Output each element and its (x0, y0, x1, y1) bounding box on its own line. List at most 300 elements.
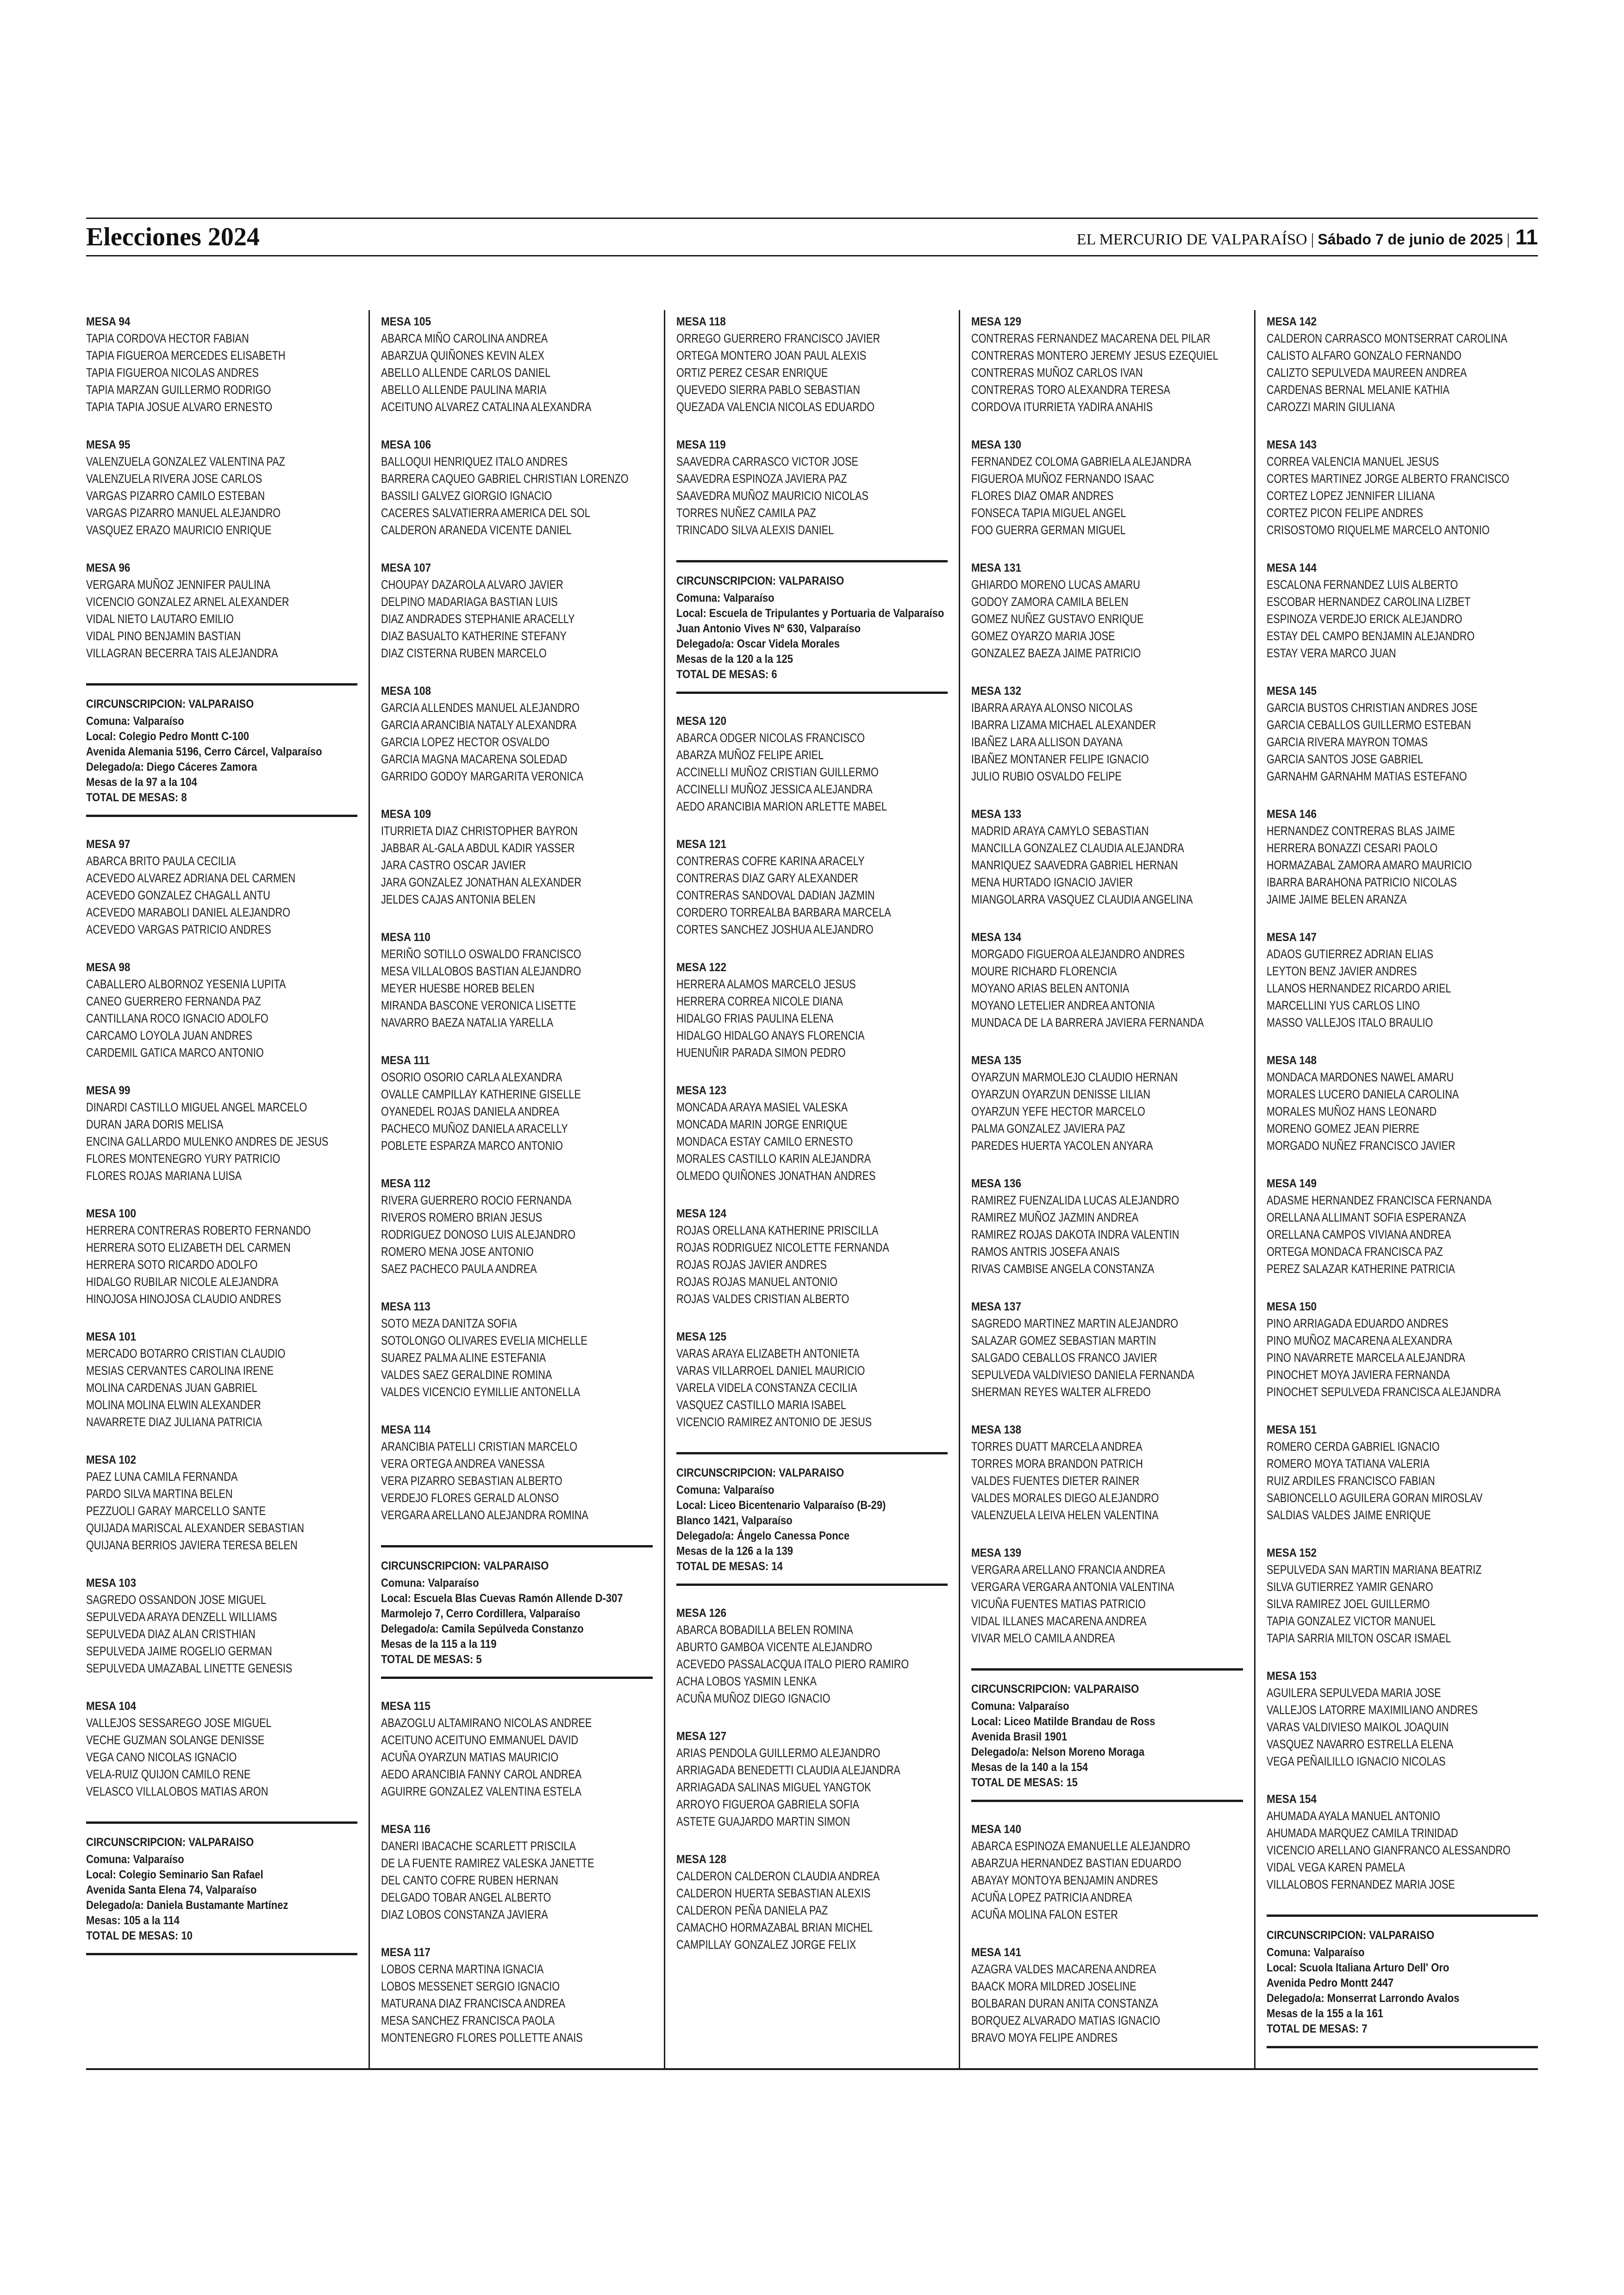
vocal-name: VIDAL NIETO LAUTARO EMILIO (86, 612, 234, 626)
vocal-name: ITURRIETA DIAZ CHRISTOPHER BAYRON (381, 824, 578, 838)
circunscripcion-detail: TOTAL DE MESAS: 15 (971, 1776, 1078, 1789)
vocal-name: CONTRERAS MONTERO JEREMY JESUS EZEQUIEL (971, 349, 1218, 362)
vocal-name: GARRIDO GODOY MARGARITA VERONICA (381, 769, 584, 783)
vocal-name: CANEO GUERRERO FERNANDA PAZ (86, 994, 261, 1008)
vocal-name: SEPULVEDA DIAZ ALAN CRISTHIAN (86, 1627, 256, 1641)
vocal-name: MESA SANCHEZ FRANCISCA PAOLA (381, 2014, 555, 2027)
vocal-name: JULIO RUBIO OSVALDO FELIPE (971, 769, 1122, 783)
vocal-name: CALDERON CALDERON CLAUDIA ANDREA (676, 1869, 880, 1883)
mesa-title: MESA 140 (971, 1823, 1022, 1836)
circunscripcion-detail: TOTAL DE MESAS: 6 (676, 668, 777, 681)
vocal-name: DIAZ CISTERNA RUBEN MARCELO (381, 646, 547, 660)
mesa-block (971, 1176, 1243, 1278)
vocal-name: VARAS VILLARROEL DANIEL MAURICIO (676, 1364, 865, 1378)
mesa-block (971, 1422, 1243, 1524)
vocal-name: PINO NAVARRETE MARCELA ALEJANDRA (1266, 1351, 1465, 1365)
vocal-name: ESCALONA FERNANDEZ LUIS ALBERTO (1266, 578, 1458, 592)
vocal-name: GARCIA SANTOS JOSE GABRIEL (1266, 752, 1423, 766)
circunscripcion-detail: Delegado/a: Oscar Videla Morales (676, 637, 840, 650)
mesa-block (86, 1083, 357, 1185)
publication-name: EL MERCURIO DE VALPARAÍSO (1076, 231, 1307, 248)
mesa-title: MESA 125 (676, 1330, 726, 1343)
vocal-name: CABALLERO ALBORNOZ YESENIA LUPITA (86, 977, 286, 991)
circunscripcion-detail: Blanco 1421, Valparaíso (676, 1514, 793, 1527)
vocal-name: GOMEZ NUÑEZ GUSTAVO ENRIQUE (971, 612, 1144, 626)
mesa-block (1267, 1791, 1538, 1893)
vocal-name: MESIAS CERVANTES CAROLINA IRENE (86, 1364, 274, 1378)
vocal-name: BORQUEZ ALVARADO MATIAS IGNACIO (971, 2014, 1161, 2027)
vocal-name: CRISOSTOMO RIQUELME MARCELO ANTONIO (1266, 523, 1490, 537)
vocal-name: ESPINOZA VERDEJO ERICK ALEJANDRO (1266, 612, 1462, 626)
mesa-title: MESA 147 (1266, 931, 1317, 944)
vocal-name: VERDEJO FLORES GERALD ALONSO (381, 1491, 559, 1505)
vocal-name: ACCINELLI MUÑOZ CRISTIAN GUILLERMO (676, 765, 879, 779)
circunscripcion-detail: Delegado/a: Monserrat Larrondo Avalos (1266, 1992, 1460, 2005)
vocal-name: CONTRERAS COFRE KARINA ARACELY (676, 854, 865, 868)
vocal-name: QUIJANA BERRIOS JAVIERA TERESA BELEN (86, 1538, 298, 1552)
vocal-name: GONZALEZ BAEZA JAIME PATRICIO (971, 646, 1141, 660)
vocal-name: OSORIO OSORIO CARLA ALEXANDRA (381, 1070, 562, 1084)
vocal-name: FLORES MONTENEGRO YURY PATRICIO (86, 1152, 281, 1166)
vocal-name: MEYER HUESBE HOREB BELEN (381, 981, 535, 995)
circunscripcion-block (971, 1668, 1243, 1802)
vocal-name: IBAÑEZ LARA ALLISON DAYANA (971, 735, 1123, 749)
vocal-name: CALIZTO SEPULVEDA MAUREEN ANDREA (1266, 366, 1467, 380)
listing-column (86, 310, 369, 2068)
vocal-name: IBARRA LIZAMA MICHAEL ALEXANDER (971, 718, 1156, 732)
vocal-name: TORRES NUÑEZ CAMILA PAZ (676, 506, 816, 520)
vocal-name: SEPULVEDA JAIME ROGELIO GERMAN (86, 1644, 272, 1658)
circunscripcion-block (1267, 1915, 1538, 2048)
vocal-name: DELPINO MADARIAGA BASTIAN LUIS (381, 595, 558, 609)
vocal-name: DE LA FUENTE RAMIREZ VALESKA JANETTE (381, 1856, 594, 1870)
circunscripcion-detail: TOTAL DE MESAS: 5 (381, 1653, 482, 1666)
vocal-name: CALDERON CARRASCO MONTSERRAT CAROLINA (1266, 331, 1507, 345)
vocal-name: HERRERA CONTRERAS ROBERTO FERNANDO (86, 1223, 311, 1237)
mesa-title: MESA 137 (971, 1300, 1022, 1313)
vocal-name: ORELLANA ALLIMANT SOFIA ESPERANZA (1266, 1210, 1466, 1224)
vocal-name: MARCELLINI YUS CARLOS LINO (1266, 998, 1420, 1012)
vocal-name: VALDES VICENCIO EYMILLIE ANTONELLA (381, 1385, 581, 1399)
vocal-name: RAMIREZ ROJAS DAKOTA INDRA VALENTIN (971, 1228, 1180, 1241)
circunscripcion-detail: Comuna: Valparaíso (971, 1700, 1069, 1713)
vocal-name: RIVERA GUERRERO ROCIO FERNANDA (381, 1193, 572, 1207)
vocal-name: VARELA VIDELA CONSTANZA CECILIA (676, 1381, 857, 1395)
mesa-title: MESA 122 (676, 961, 726, 974)
vocal-name: MIRANDA BASCONE VERONICA LISETTE (381, 998, 576, 1012)
circunscripcion-detail: Comuna: Valparaíso (86, 1853, 184, 1866)
circunscripcion-detail: Local: Scuola Italiana Arturo Dell' Oro (1266, 1961, 1449, 1974)
vocal-name: HERRERA SOTO ELIZABETH DEL CARMEN (86, 1241, 291, 1254)
mesa-title: MESA 97 (86, 838, 131, 851)
vocal-name: MOURE RICHARD FLORENCIA (971, 964, 1117, 978)
listing-column (369, 310, 663, 2068)
vocal-name: SAAVEDRA CARRASCO VICTOR JOSE (676, 455, 858, 468)
circunscripcion-detail: Mesas de la 120 a la 125 (676, 653, 793, 666)
vocal-name: CAMPILLAY GONZALEZ JORGE FELIX (676, 1938, 856, 1952)
vocal-name: OYARZUN MARMOLEJO CLAUDIO HERNAN (971, 1070, 1178, 1084)
vocal-name: VALENZUELA GONZALEZ VALENTINA PAZ (86, 455, 285, 468)
vocal-name: ARANCIBIA PATELLI CRISTIAN MARCELO (381, 1440, 578, 1453)
vocal-name: HERRERA SOTO RICARDO ADOLFO (86, 1258, 258, 1272)
mesa-title: MESA 117 (381, 1946, 431, 1959)
vocal-name: VELASCO VILLALOBOS MATIAS ARON (86, 1784, 269, 1798)
mesa-title: MESA 134 (971, 931, 1022, 944)
mesa-block (1267, 314, 1538, 416)
circunscripcion-detail: Mesas de la 115 a la 119 (381, 1638, 497, 1651)
mesa-title: MESA 126 (676, 1607, 726, 1620)
vocal-name: MANCILLA GONZALEZ CLAUDIA ALEJANDRA (971, 841, 1184, 855)
vocal-name: ROJAS RODRIGUEZ NICOLETTE FERNANDA (676, 1241, 889, 1254)
vocal-name: ROJAS ROJAS JAVIER ANDRES (676, 1258, 827, 1272)
mesa-title: MESA 130 (971, 438, 1022, 451)
vocal-name: ACEITUNO ALVAREZ CATALINA ALEXANDRA (381, 400, 592, 414)
mesa-block (676, 1728, 948, 1830)
listing-column (664, 310, 959, 2068)
vocal-name: ACEITUNO ACEITUNO EMMANUEL DAVID (381, 1733, 579, 1747)
vocal-name: ACUÑA MUÑOZ DIEGO IGNACIO (676, 1691, 831, 1705)
vocal-name: ACUÑA LOPEZ PATRICIA ANDREA (971, 1890, 1132, 1904)
vocal-name: RIVAS CAMBISE ANGELA CONSTANZA (971, 1262, 1155, 1276)
vocal-name: VASQUEZ NAVARRO ESTRELLA ELENA (1266, 1737, 1453, 1751)
mesa-block (86, 1575, 357, 1677)
vocal-name: ROMERO CERDA GABRIEL IGNACIO (1266, 1440, 1440, 1453)
vocal-name: VELA-RUIZ QUIJON CAMILO RENE (86, 1767, 251, 1781)
vocal-name: CORTEZ PICON FELIPE ANDRES (1266, 506, 1423, 520)
circunscripcion-detail: Mesas de la 140 a la 154 (971, 1761, 1088, 1774)
mesa-block (1267, 1299, 1538, 1401)
mesa-title: MESA 121 (676, 838, 726, 851)
vocal-name: TORRES DUATT MARCELA ANDREA (971, 1440, 1143, 1453)
circunscripcion-detail: Juan Antonio Vives Nº 630, Valparaíso (676, 622, 861, 635)
circunscripcion-detail: Marmolejo 7, Cerro Cordillera, Valparaíso (381, 1607, 581, 1620)
vocal-name: GARCIA ARANCIBIA NATALY ALEXANDRA (381, 718, 577, 732)
mesa-block (381, 1698, 652, 1800)
vocal-name: ACEVEDO MARABOLI DANIEL ALEJANDRO (86, 905, 290, 919)
mesa-block (381, 1821, 652, 1923)
vocal-name: RAMOS ANTRIS JOSEFA ANAIS (971, 1245, 1120, 1259)
vocal-name: DANERI IBACACHE SCARLETT PRISCILA (381, 1839, 576, 1853)
vocal-name: VIDAL PINO BENJAMIN BASTIAN (86, 629, 241, 643)
vocal-name: VIVAR MELO CAMILA ANDREA (971, 1631, 1115, 1645)
vocal-name: VICENCIO GONZALEZ ARNEL ALEXANDER (86, 595, 289, 609)
mesa-block (1267, 683, 1538, 785)
mesa-title: MESA 99 (86, 1084, 131, 1097)
mesa-title: MESA 100 (86, 1207, 136, 1220)
mesa-title: MESA 131 (971, 561, 1022, 574)
mesa-title: MESA 109 (381, 808, 431, 821)
vocal-name: SAGREDO MARTINEZ MARTIN ALEJANDRO (971, 1316, 1179, 1330)
vocal-name: QUEZADA VALENCIA NICOLAS EDUARDO (676, 400, 874, 414)
vocal-name: TAPIA TAPIA JOSUE ALVARO ERNESTO (86, 400, 273, 414)
vocal-name: CORTEZ LOPEZ JENNIFER LILIANA (1266, 489, 1435, 503)
circunscripcion-detail: Local: Escuela Blas Cuevas Ramón Allende D-307 (381, 1592, 623, 1605)
vocal-name: VASQUEZ ERAZO MAURICIO ENRIQUE (86, 523, 272, 537)
circunscripcion-title: CIRCUNSCRIPCION: VALPARAISO (1266, 1929, 1434, 1942)
publication-date: Sábado 7 de junio de 2025 (1318, 231, 1503, 248)
vocal-name: PACHECO MUÑOZ DANIELA ARACELLY (381, 1122, 568, 1135)
vocal-name: MIANGOLARRA VASQUEZ CLAUDIA ANGELINA (971, 892, 1193, 906)
vocal-name: MONTENEGRO FLORES POLLETTE ANAIS (381, 2031, 583, 2045)
vocal-name: BASSILI GALVEZ GIORGIO IGNACIO (381, 489, 552, 503)
vocal-name: HIDALGO RUBILAR NICOLE ALEJANDRA (86, 1275, 279, 1289)
mesa-title: MESA 118 (676, 315, 726, 328)
vocal-name: HERRERA BONAZZI CESARI PAOLO (1266, 841, 1437, 855)
vocal-name: MUNDACA DE LA BARRERA JAVIERA FERNANDA (971, 1016, 1204, 1029)
mesa-block (676, 836, 948, 938)
mesa-block (1267, 560, 1538, 662)
vocal-name: CALISTO ALFARO GONZALO FERNANDO (1266, 349, 1462, 362)
vocal-name: RODRIGUEZ DONOSO LUIS ALEJANDRO (381, 1228, 576, 1241)
mesa-title: MESA 113 (381, 1300, 431, 1313)
vocal-name: PEZZUOLI GARAY MARCELLO SANTE (86, 1504, 266, 1518)
vocal-name: IBAÑEZ MONTANER FELIPE IGNACIO (971, 752, 1149, 766)
vocal-name: AEDO ARANCIBIA MARION ARLETTE MABEL (676, 799, 887, 813)
vocal-name: VICENCIO ARELLANO GIANFRANCO ALESSANDRO (1266, 1843, 1511, 1857)
vocal-name: BOLBARAN DURAN ANITA CONSTANZA (971, 1996, 1158, 2010)
circunscripcion-detail: TOTAL DE MESAS: 8 (86, 791, 187, 804)
vocal-name: MADRID ARAYA CAMYLO SEBASTIAN (971, 824, 1149, 838)
vocal-name: VALDES FUENTES DIETER RAINER (971, 1474, 1140, 1488)
vocal-name: HIDALGO HIDALGO ANAYS FLORENCIA (676, 1029, 865, 1042)
vocal-name: ESTAY VERA MARCO JUAN (1266, 646, 1396, 660)
mesa-block (381, 1422, 652, 1524)
vocal-name: IBARRA ARAYA ALONSO NICOLAS (971, 701, 1133, 715)
vocal-name: VALLEJOS SESSAREGO JOSE MIGUEL (86, 1716, 272, 1730)
vocal-name: ABELLO ALLENDE PAULINA MARIA (381, 383, 547, 397)
mesa-block (381, 806, 652, 908)
circunscripcion-detail: TOTAL DE MESAS: 7 (1266, 2022, 1368, 2035)
circunscripcion-detail: Local: Colegio Pedro Montt C-100 (86, 730, 250, 743)
vocal-name: SAEZ PACHECO PAULA ANDREA (381, 1262, 537, 1276)
vocal-name: VALLEJOS LATORRE MAXIMILIANO ANDRES (1266, 1703, 1478, 1717)
vocal-name: JABBAR AL-GALA ABDUL KADIR YASSER (381, 841, 575, 855)
vocal-name: SAAVEDRA MUÑOZ MAURICIO NICOLAS (676, 489, 868, 503)
vocal-name: DELGADO TOBAR ANGEL ALBERTO (381, 1890, 551, 1904)
vocal-name: MORALES MUÑOZ HANS LEONARD (1266, 1104, 1437, 1118)
circunscripcion-title: CIRCUNSCRIPCION: VALPARAISO (676, 574, 844, 587)
mesa-block (381, 437, 652, 539)
vocal-name: LOBOS MESSENET SERGIO IGNACIO (381, 1979, 560, 1993)
page-number: 11 (1515, 225, 1538, 249)
vocal-name: PALMA GONZALEZ JAVIERA PAZ (971, 1122, 1125, 1135)
mesa-title: MESA 146 (1266, 808, 1317, 821)
vocal-name: FLORES DIAZ OMAR ANDRES (971, 489, 1114, 503)
mesa-block (1267, 929, 1538, 1031)
vocal-name: CONTRERAS TORO ALEXANDRA TERESA (971, 383, 1170, 397)
mesa-block (971, 560, 1243, 662)
circunscripcion-detail: Avenida Alemania 5196, Cerro Cárcel, Valparaíso (86, 745, 322, 758)
mesa-title: MESA 107 (381, 561, 431, 574)
mesa-block (1267, 1668, 1538, 1770)
vocal-name: TRINCADO SILVA ALEXIS DANIEL (676, 523, 834, 537)
mesa-block (86, 1206, 357, 1308)
vocal-name: ARIAS PENDOLA GUILLERMO ALEJANDRO (676, 1746, 881, 1760)
vocal-name: VERA PIZARRO SEBASTIAN ALBERTO (381, 1474, 563, 1488)
vocal-name: ACHA LOBOS YASMIN LENKA (676, 1674, 817, 1688)
vocal-name: ABELLO ALLENDE CARLOS DANIEL (381, 366, 551, 380)
mesa-title: MESA 145 (1266, 685, 1317, 698)
vocal-name: ABARZA MUÑOZ FELIPE ARIEL (676, 748, 824, 762)
listing-column (1254, 310, 1538, 2068)
vocal-name: BRAVO MOYA FELIPE ANDRES (971, 2031, 1118, 2045)
vocal-name: ASTETE GUAJARDO MARTIN SIMON (676, 1815, 850, 1828)
folio-separator-2: | (1506, 231, 1510, 248)
vocal-name: VALENZUELA LEIVA HELEN VALENTINA (971, 1508, 1159, 1522)
mesa-block (86, 314, 357, 416)
vocal-name: ORTIZ PEREZ CESAR ENRIQUE (676, 366, 828, 380)
vocal-name: LOBOS CERNA MARTINA IGNACIA (381, 1962, 544, 1976)
vocal-name: FLORES ROJAS MARIANA LUISA (86, 1169, 242, 1183)
mesa-title: MESA 105 (381, 315, 431, 328)
mesa-title: MESA 151 (1266, 1423, 1317, 1436)
mesa-title: MESA 103 (86, 1577, 136, 1590)
vocal-name: CALDERON PEÑA DANIELA PAZ (676, 1903, 828, 1917)
circunscripcion-detail: Avenida Santa Elena 74, Valparaíso (86, 1883, 257, 1896)
vocal-name: CAMACHO HORMAZABAL BRIAN MICHEL (676, 1921, 873, 1934)
mesa-title: MESA 148 (1266, 1054, 1317, 1067)
circunscripcion-detail: Avenida Brasil 1901 (971, 1730, 1068, 1743)
vocal-name: GODOY ZAMORA CAMILA BELEN (971, 595, 1129, 609)
vocal-name: BALLOQUI HENRIQUEZ ITALO ANDRES (381, 455, 568, 468)
vocal-name: TAPIA CORDOVA HECTOR FABIAN (86, 331, 249, 345)
vocal-name: BAACK MORA MILDRED JOSELINE (971, 1979, 1137, 1993)
vocal-name: DEL CANTO COFRE RUBEN HERNAN (381, 1873, 559, 1887)
folio-line (1077, 225, 1538, 249)
vocal-name: VICUÑA FUENTES MATIAS PATRICIO (971, 1597, 1146, 1611)
mesa-block (971, 1945, 1243, 2046)
vocal-name: SALDIAS VALDES JAIME ENRIQUE (1266, 1508, 1431, 1522)
mesa-title: MESA 133 (971, 808, 1022, 821)
vocal-name: MORALES LUCERO DANIELA CAROLINA (1266, 1087, 1459, 1101)
vocal-name: AZAGRA VALDES MACARENA ANDREA (971, 1962, 1156, 1976)
vocal-name: MOYANO ARIAS BELEN ANTONIA (971, 981, 1130, 995)
vocal-name: ABARCA BRITO PAULA CECILIA (86, 854, 236, 868)
vocal-name: FOO GUERRA GERMAN MIGUEL (971, 523, 1126, 537)
vocal-name: ADAOS GUTIERREZ ADRIAN ELIAS (1266, 947, 1433, 961)
vocal-name: GOMEZ OYARZO MARIA JOSE (971, 629, 1115, 643)
vocal-name: GARCIA CEBALLOS GUILLERMO ESTEBAN (1266, 718, 1471, 732)
circunscripcion-title: CIRCUNSCRIPCION: VALPARAISO (971, 1683, 1139, 1696)
vocal-name: MORGADO NUÑEZ FRANCISCO JAVIER (1266, 1139, 1455, 1153)
vocal-name: VEGA CANO NICOLAS IGNACIO (86, 1750, 237, 1764)
circunscripcion-detail: Delegado/a: Diego Cáceres Zamora (86, 761, 257, 773)
vocal-name: CANTILLANA ROCO IGNACIO ADOLFO (86, 1011, 269, 1025)
listing-columns (86, 310, 1538, 2070)
vocal-name: TAPIA SARRIA MILTON OSCAR ISMAEL (1266, 1631, 1451, 1645)
mesa-title: MESA 154 (1266, 1793, 1317, 1806)
mesa-title: MESA 111 (381, 1054, 430, 1067)
vocal-name: TAPIA FIGUEROA MERCEDES ELISABETH (86, 349, 286, 362)
vocal-name: PINOCHET MOYA JAVIERA FERNANDA (1266, 1368, 1450, 1382)
vocal-name: VARGAS PIZARRO MANUEL ALEJANDRO (86, 506, 281, 520)
vocal-name: DINARDI CASTILLO MIGUEL ANGEL MARCELO (86, 1100, 307, 1114)
vocal-name: ROMERO MENA JOSE ANTONIO (381, 1245, 534, 1259)
vocal-name: GHIARDO MORENO LUCAS AMARU (971, 578, 1141, 592)
vocal-name: SILVA GUTIERREZ YAMIR GENARO (1266, 1580, 1433, 1594)
vocal-name: NAVARRO BAEZA NATALIA YARELLA (381, 1016, 554, 1029)
vocal-name: CORDERO TORREALBA BARBARA MARCELA (676, 905, 891, 919)
vocal-name: VIDAL VEGA KAREN PAMELA (1266, 1860, 1405, 1874)
mesa-block (381, 929, 652, 1031)
vocal-name: ACEVEDO GONZALEZ CHAGALL ANTU (86, 888, 270, 902)
vocal-name: VERGARA VERGARA ANTONIA VALENTINA (971, 1580, 1174, 1594)
vocal-name: QUEVEDO SIERRA PABLO SEBASTIAN (676, 383, 860, 397)
vocal-name: ABARZUA HERNANDEZ BASTIAN EDUARDO (971, 1856, 1181, 1870)
mesa-block (971, 1053, 1243, 1154)
vocal-name: MASSO VALLEJOS ITALO BRAULIO (1266, 1016, 1433, 1029)
circunscripcion-detail: Comuna: Valparaíso (381, 1577, 479, 1590)
vocal-name: AHUMADA MARQUEZ CAMILA TRINIDAD (1266, 1826, 1458, 1840)
vocal-name: SEPULVEDA VALDIVIESO DANIELA FERNANDA (971, 1368, 1194, 1382)
mesa-block (971, 1299, 1243, 1401)
vocal-name: SHERMAN REYES WALTER ALFREDO (971, 1385, 1151, 1399)
vocal-name: VARAS VALDIVIESO MAIKOL JOAQUIN (1266, 1720, 1449, 1734)
vocal-name: ROJAS ORELLANA KATHERINE PRISCILLA (676, 1223, 879, 1237)
vocal-name: DIAZ ANDRADES STEPHANIE ARACELLY (381, 612, 575, 626)
circunscripcion-detail: Delegado/a: Nelson Moreno Moraga (971, 1746, 1145, 1759)
vocal-name: VILLAGRAN BECERRA TAIS ALEJANDRA (86, 646, 278, 660)
circunscripcion-detail: Delegado/a: Camila Sepúlveda Constanzo (381, 1622, 584, 1635)
vocal-name: HERNANDEZ CONTRERAS BLAS JAIME (1266, 824, 1455, 838)
vocal-name: CAROZZI MARIN GIULIANA (1266, 400, 1395, 414)
vocal-name: HINOJOSA HINOJOSA CLAUDIO ANDRES (86, 1292, 281, 1306)
vocal-name: VALENZUELA RIVERA JOSE CARLOS (86, 472, 262, 486)
mesa-block (676, 1852, 948, 1953)
mesa-block (676, 1329, 948, 1431)
vocal-name: MOLINA CARDENAS JUAN GABRIEL (86, 1381, 257, 1395)
mesa-title: MESA 141 (971, 1946, 1022, 1959)
vocal-name: CONTRERAS MUÑOZ CARLOS IVAN (971, 366, 1143, 380)
vocal-name: PAEZ LUNA CAMILA FERNANDA (86, 1470, 238, 1484)
mesa-block (86, 1329, 357, 1431)
mesa-title: MESA 138 (971, 1423, 1022, 1436)
vocal-name: CARDENAS BERNAL MELANIE KATHIA (1266, 383, 1449, 397)
vocal-name: RAMIREZ MUÑOZ JAZMIN ANDREA (971, 1210, 1139, 1224)
vocal-name: MERIÑO SOTILLO OSWALDO FRANCISCO (381, 947, 581, 961)
mesa-block (86, 1452, 357, 1554)
circunscripcion-detail: Mesas de la 97 a la 104 (86, 776, 197, 789)
mesa-title: MESA 123 (676, 1084, 726, 1097)
vocal-name: ABARCA MIÑO CAROLINA ANDREA (381, 331, 548, 345)
mesa-block (676, 1083, 948, 1185)
vocal-name: OVALLE CAMPILLAY KATHERINE GISELLE (381, 1087, 581, 1101)
vocal-name: ACCINELLI MUÑOZ JESSICA ALEJANDRA (676, 782, 873, 796)
vocal-name: PINOCHET SEPULVEDA FRANCISCA ALEJANDRA (1266, 1385, 1501, 1399)
vocal-name: ESTAY DEL CAMPO BENJAMIN ALEJANDRO (1266, 629, 1474, 643)
vocal-name: GARCIA MAGNA MACARENA SOLEDAD (381, 752, 568, 766)
circunscripcion-block (86, 683, 357, 817)
vocal-name: SEPULVEDA ARAYA DENZELL WILLIAMS (86, 1610, 277, 1624)
vocal-name: MESA VILLALOBOS BASTIAN ALEJANDRO (381, 964, 581, 978)
vocal-name: ACUÑA OYARZUN MATIAS MAURICIO (381, 1750, 559, 1764)
circunscripcion-detail: TOTAL DE MESAS: 14 (676, 1560, 783, 1573)
mesa-title: MESA 98 (86, 961, 131, 974)
vocal-name: VERGARA MUÑOZ JENNIFER PAULINA (86, 578, 271, 592)
vocal-name: MENA HURTADO IGNACIO JAVIER (971, 875, 1133, 889)
vocal-name: SILVA RAMIREZ JOEL GUILLERMO (1266, 1597, 1430, 1611)
vocal-name: VASQUEZ CASTILLO MARIA ISABEL (676, 1398, 846, 1412)
vocal-name: PAREDES HUERTA YACOLEN ANYARA (971, 1139, 1153, 1153)
vocal-name: ACEVEDO VARGAS PATRICIO ANDRES (86, 923, 271, 936)
vocal-name: PEREZ SALAZAR KATHERINE PATRICIA (1266, 1262, 1455, 1276)
vocal-name: MOYANO LETELIER ANDREA ANTONIA (971, 998, 1155, 1012)
mesa-block (971, 929, 1243, 1031)
mesa-block (971, 1545, 1243, 1647)
vocal-name: CORREA VALENCIA MANUEL JESUS (1266, 455, 1439, 468)
mesa-block (676, 1206, 948, 1308)
vocal-name: ABARCA ESPINOZA EMANUELLE ALEJANDRO (971, 1839, 1191, 1853)
